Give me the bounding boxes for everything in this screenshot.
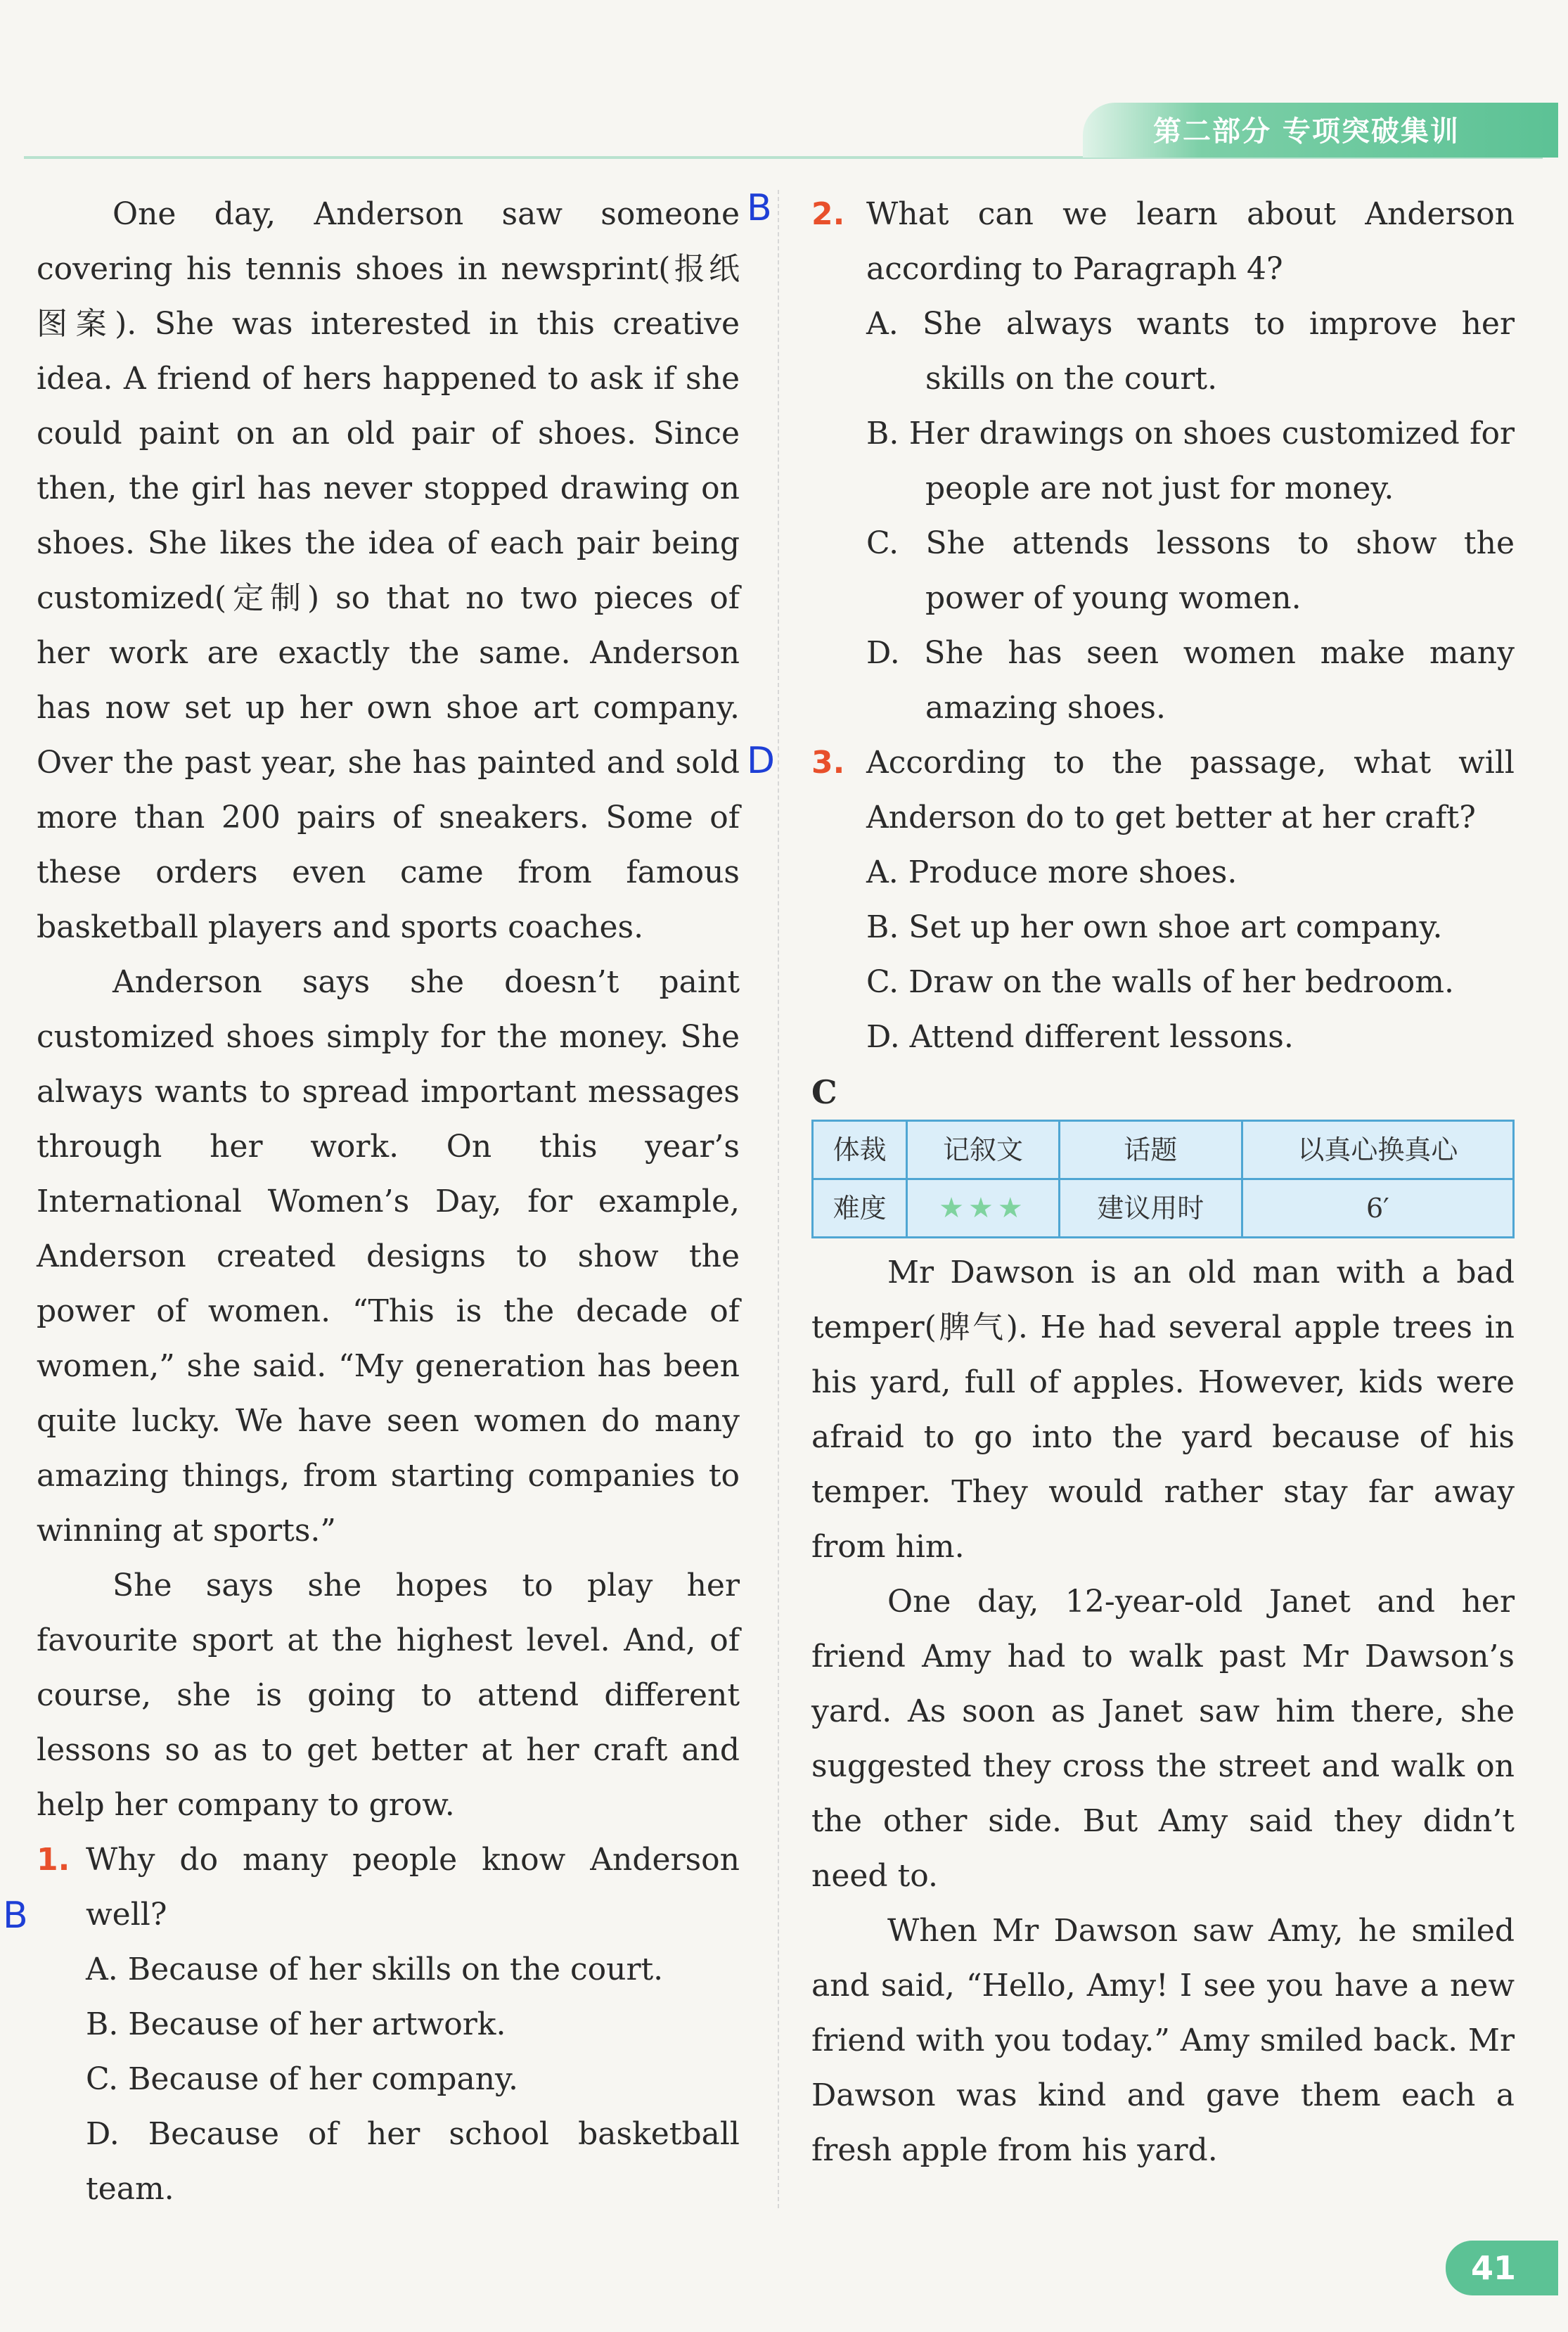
question-stem: According to the passage, what will Anderson do to get better at her craft? [866,745,1515,835]
passage-b-paragraph: One day, Anderson saw someone covering his tennis shoes in newsprint(报纸图案). She was interested in this creative idea. A friend of hers happened to ask if she could paint on an old pair of shoes. Since then, the girl has never stopped drawing on shoes. She likes the idea of each pair being customized(定制) so that no two pieces of her work are exactly the same. Anderson has now set up her own shoe art company. Over the past year, she has painted and sold more than 200 pairs of sneakers. Some of these orders even came from famous basketball players and sports coaches. [37,196,740,945]
option: A. Because of her skills on the court. [86,1952,664,1987]
handwritten-answer-q1-left: B [3,1895,28,1937]
option: D. Because of her school basketball team. [86,2116,740,2207]
genre-label: 体裁 [813,1121,907,1179]
question-number: 1. [37,1842,70,1878]
left-column [37,187,740,2217]
option: C. Because of her company. [86,2061,519,2097]
passage-c-paragraph: When Mr Dawson saw Amy, he smiled and said, “Hello, Amy! I see you have a new friend with you today.” Amy smiled back. Mr Dawson was kind and gave them each a fresh apple from his yard. [811,1913,1515,2168]
passage-b-paragraph: She says she hopes to play her favourite sport at the highest level. And, of course, she is going to attend different lessons so as to get better at her craft and help her company to grow. [37,1568,740,1823]
column-divider [778,190,779,2208]
question-number: 3. [811,745,845,781]
option: A. Produce more shoes. [866,854,1238,890]
handwritten-answer-q1: B [747,187,772,229]
question-number: 2. [811,196,845,232]
option: C. Draw on the walls of her bedroom. [866,964,1454,1000]
right-column [811,187,1515,2178]
section-heading: C [811,1073,837,1111]
passage-b-paragraph: Anderson says she doesn’t paint customized shoes simply for the money. She always wants to spread important messages through her work. On this year’s International Women’s Day, for example, Anderson created designs to show the power of women. “This is the decade of women,” she said. “My generation has been quite lucky. We have seen women do many amazing things, from starting companies to winning at sports.” [37,964,740,1549]
topic-value: 以真心换真心 [1242,1121,1513,1179]
passage-c-paragraph: Mr Dawson is an old man with a bad temper(脾气). He had several apple trees in his yard, full of apples. However, kids were afraid to go into the yard because of his temper. They would rather stay far away from him. [811,1255,1515,1565]
option: D. Attend different lessons. [866,1019,1294,1055]
section-title: 第二部分 专项突破集训 [1153,115,1460,148]
topic-label: 话题 [1059,1121,1242,1179]
question-stem: Why do many people know Anderson well? [86,1842,740,1933]
option: D. She has seen women make many amazing shoes. [866,635,1515,726]
question-2 [811,187,1515,736]
option: C. She attends lessons to show the power of young women. [866,525,1515,616]
passage-c-paragraph: One day, 12-year-old Janet and her friend Amy had to walk past Mr Dawson’s yard. As soon as Janet saw him there, she suggested they cross the street and walk on the other side. But Amy said they didn’t need to. [811,1584,1515,1894]
genre-value: 记叙文 [907,1121,1059,1179]
question-1 [37,1833,740,2217]
star-icon: ★★★ [939,1192,1027,1224]
difficulty-label: 难度 [813,1179,907,1238]
question-3 [811,736,1515,1065]
option: B. Because of her artwork. [86,2006,506,2042]
question-stem: What can we learn about Anderson according to Paragraph 4? [866,196,1515,287]
handwritten-answer-q2: D [747,740,776,782]
page-number: 41 [1446,2241,1558,2295]
time-label: 建议用时 [1059,1179,1242,1238]
difficulty-stars [907,1179,1059,1238]
time-value: 6′ [1242,1179,1513,1238]
option: B. Set up her own shoe art company. [866,909,1443,945]
passage-info-table [811,1120,1515,1238]
option: B. Her drawings on shoes customized for people are not just for money. [866,416,1515,506]
option: A. She always wants to improve her skills on the court. [866,306,1515,397]
